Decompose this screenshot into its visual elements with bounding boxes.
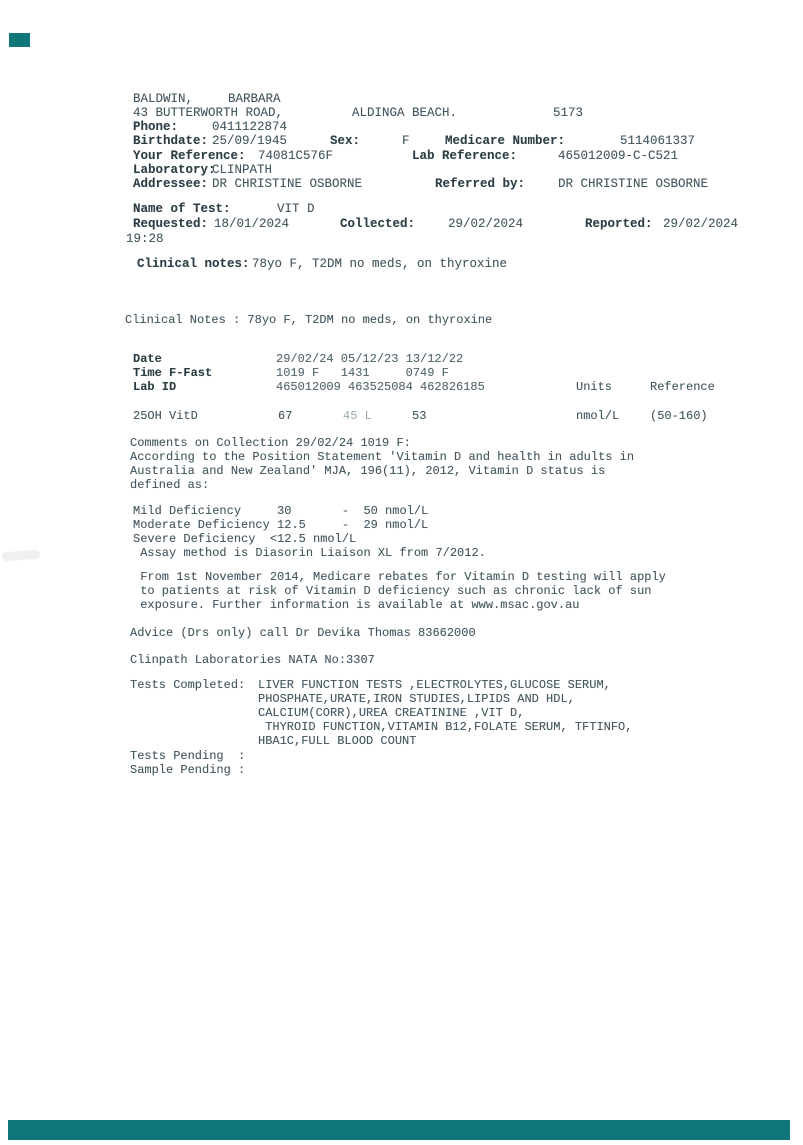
referred-by-value: DR CHRISTINE OSBORNE	[558, 177, 709, 191]
laboratory-label: Laboratory:	[133, 163, 216, 177]
tests-pending-label: Tests Pending :	[130, 749, 246, 763]
nata-line: Clinpath Laboratories NATA No:3307	[130, 653, 375, 667]
name-of-test-value: VIT D	[277, 202, 315, 216]
reported-time: 19:28	[126, 232, 164, 246]
address-postcode: 5173	[553, 106, 584, 120]
reported-label: Reported:	[585, 217, 653, 231]
laboratory-value: CLINPATH	[212, 163, 273, 177]
date-row-values: 29/02/24 05/12/23 13/12/22	[276, 352, 464, 366]
medicare-value: 5114061337	[620, 134, 696, 148]
phone-value: 0411122874	[212, 120, 288, 134]
scan-smudge	[2, 550, 41, 562]
your-reference-value: 74081C576F	[258, 149, 334, 163]
requested-label: Requested:	[133, 217, 209, 231]
severe-deficiency-line: Severe Deficiency <12.5 nmol/L	[133, 532, 357, 546]
tests-completed-line1: LIVER FUNCTION TESTS ,ELECTROLYTES,GLUCOSE SERUM,	[258, 678, 611, 692]
clinical-notes-line: Clinical Notes : 78yo F, T2DM no meds, on thyroxine	[125, 313, 493, 327]
time-row-values: 1019 F 1431 0749 F	[276, 366, 449, 380]
mild-deficiency-line: Mild Deficiency 30 - 50 nmol/L	[133, 504, 429, 518]
name-of-test-label: Name of Test:	[133, 202, 231, 216]
collected-value: 29/02/2024	[448, 217, 524, 231]
reference-header: Reference	[650, 380, 715, 394]
addressee-label: Addressee:	[133, 177, 209, 191]
lab-id-row-values: 465012009 463525084 462826185	[276, 380, 485, 394]
your-reference-label: Your Reference:	[133, 149, 246, 163]
result-reference-range: (50-160)	[650, 409, 708, 423]
date-row-label: Date	[133, 352, 162, 366]
referred-by-label: Referred by:	[435, 177, 526, 191]
lab-reference-value: 465012009-C-C521	[558, 149, 679, 163]
units-header: Units	[576, 380, 613, 394]
patient-given-name: BARBARA	[228, 92, 281, 106]
result-value-oldest: 53	[412, 409, 427, 423]
time-row-label: Time F-Fast	[133, 366, 213, 380]
assay-method-line: Assay method is Diasorin Liaison XL from 7/2012.	[133, 546, 486, 560]
clinical-notes-value: 78yo F, T2DM no meds, on thyroxine	[252, 257, 508, 271]
phone-label: Phone:	[133, 120, 179, 134]
reported-value: 29/02/2024	[663, 217, 739, 231]
patient-surname: BALDWIN,	[133, 92, 194, 106]
tests-completed-line3: CALCIUM(CORR),UREA CREATININE ,VIT D,	[258, 706, 525, 720]
addressee-value: DR CHRISTINE OSBORNE	[212, 177, 363, 191]
clinical-notes-label: Clinical notes:	[137, 257, 250, 271]
result-value-current: 67	[278, 409, 293, 423]
birthdate-value: 25/09/1945	[212, 134, 288, 148]
advice-line: Advice (Drs only) call Dr Devika Thomas 83662000	[130, 626, 476, 640]
lab-id-row-label: Lab ID	[133, 380, 177, 394]
address-street: 43 BUTTERWORTH ROAD,	[133, 106, 284, 120]
result-units: nmol/L	[576, 409, 620, 423]
lab-reference-label: Lab Reference:	[412, 149, 518, 163]
sex-value: F	[402, 134, 410, 148]
tests-completed-line4: THYROID FUNCTION,VITAMIN B12,FOLATE SERUM, TFTINFO,	[258, 720, 633, 734]
medicare-rebate-line2: to patients at risk of Vitamin D deficiency such as chronic lack of sun	[133, 584, 652, 598]
requested-value: 18/01/2024	[214, 217, 290, 231]
comments-statement-line2: Australia and New Zealand' MJA, 196(11), 2012, Vitamin D status is	[130, 464, 606, 478]
sample-pending-label: Sample Pending :	[130, 763, 246, 777]
medicare-rebate-line1: From 1st November 2014, Medicare rebates for Vitamin D testing will apply	[133, 570, 666, 584]
result-value-previous-low: 45 L	[343, 409, 372, 423]
birthdate-label: Birthdate:	[133, 134, 209, 148]
moderate-deficiency-line: Moderate Deficiency 12.5 - 29 nmol/L	[133, 518, 429, 532]
analyte-name: 25OH VitD	[133, 409, 198, 423]
comments-statement-line3: defined as:	[130, 478, 210, 492]
tests-completed-label: Tests Completed:	[130, 678, 246, 692]
tests-completed-line5: HBA1C,FULL BLOOD COUNT	[258, 734, 417, 748]
medicare-rebate-line3: exposure. Further information is available at www.msac.gov.au	[133, 598, 580, 612]
medicare-label: Medicare Number:	[445, 134, 566, 148]
collected-label: Collected:	[340, 217, 416, 231]
comments-statement-line1: According to the Position Statement 'Vitamin D and health in adults in	[130, 450, 635, 464]
teal-corner-mark	[9, 33, 30, 47]
tests-completed-line2: PHOSPHATE,URATE,IRON STUDIES,LIPIDS AND HDL,	[258, 692, 575, 706]
address-suburb: ALDINGA BEACH.	[352, 106, 458, 120]
comments-collection-line: Comments on Collection 29/02/24 1019 F:	[130, 436, 411, 450]
sex-label: Sex:	[330, 134, 361, 148]
teal-bottom-bar	[8, 1120, 790, 1140]
